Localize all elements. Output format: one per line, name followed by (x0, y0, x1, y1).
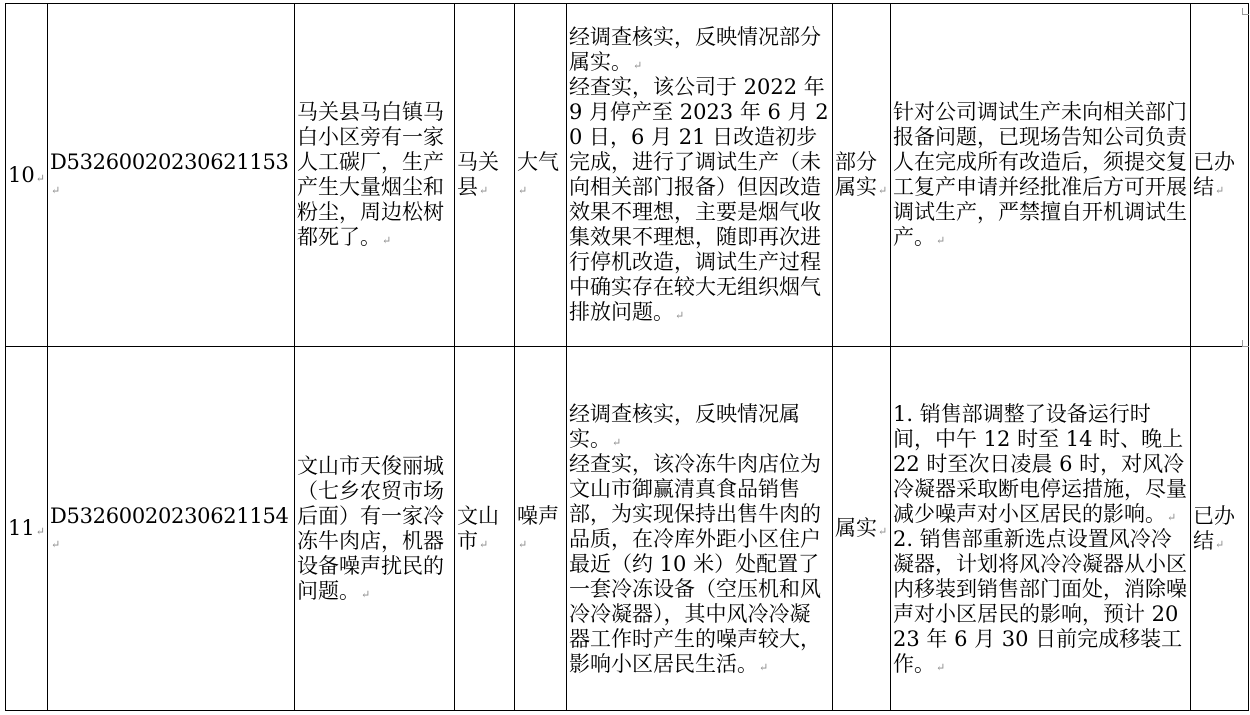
paragraph-mark: ↵ (633, 59, 643, 72)
crop-mark (1242, 340, 1249, 347)
status: 已办结↵ (1191, 347, 1249, 711)
handling-paragraph: 1. 销售部调整了设备运行时间，中午 12 时至 14 时、晚上 22 时至次日凌晨 6 时，对风冷冷凝器采取断电停运措施，尽量减少噪声对小区居民的影响。↵ (893, 402, 1187, 526)
paragraph-mark: ↵ (936, 234, 946, 247)
paragraph-mark: ↵ (51, 537, 60, 551)
pollution-type: 大气↵ (515, 4, 567, 347)
paragraph-mark: ↵ (382, 234, 392, 247)
complaint-table (5, 3, 1249, 711)
complaint-content: 马关县马白镇马白小区旁有一家人工碳厂，生产产生大量烟尘和粉尘，周边松树都死了。↵ (295, 4, 455, 347)
verdict: 属实↵ (833, 347, 891, 711)
paragraph-mark: ↵ (35, 525, 45, 538)
paragraph-mark: ↵ (35, 171, 45, 185)
pollution-type: 噪声↵ (515, 347, 567, 711)
handling-measures (891, 347, 1191, 711)
paragraph-mark: ↵ (1215, 537, 1225, 551)
case-code: D53260020230621153↵ (48, 4, 295, 347)
paragraph-mark: ↵ (479, 537, 489, 551)
county: 文山市↵ (455, 347, 515, 711)
handling-paragraph: 针对公司调试生产未向相关部门报备问题，已现场告知公司负责人在完成所有改造后，须提交复工复产申请并经批准后方可开展调试生产，严禁擅自开机调试生产。↵ (893, 100, 1187, 249)
row-number: 11↵ (6, 347, 48, 711)
investigation-paragraph: 经调查核实，反映情况部分属实。↵ (569, 25, 821, 74)
paragraph-mark: ↵ (361, 587, 371, 601)
paragraph-mark: ↵ (1215, 184, 1225, 197)
crop-mark (1242, 8, 1249, 15)
complaint-content: 文山市天俊丽城（七乡农贸市场后面）有一家冷冻牛肉店，机器设备噪声扰民的问题。↵ (295, 347, 455, 711)
row-number: 10↵ (6, 4, 48, 347)
investigation-paragraph: 经调查核实，反映情况属实。↵ (569, 402, 800, 451)
paragraph-mark: ↵ (878, 184, 888, 197)
paragraph-mark: ↵ (518, 184, 528, 197)
paragraph-mark: ↵ (878, 525, 888, 538)
paragraph-mark: ↵ (612, 436, 622, 449)
paragraph-mark: ↵ (51, 184, 60, 197)
handling-paragraph: 2. 销售部重新选点设置风冷冷凝器，计划将风冷冷凝器从小区内移装到销售部门面处，消除噪声对小区居民的影响，预计 2023 年 6 月 30 日前完成移装工作。↵ (893, 527, 1187, 676)
table-row (6, 4, 1249, 347)
paragraph-mark: ↵ (936, 661, 946, 674)
paragraph-mark: ↵ (518, 537, 528, 551)
case-code: D53260020230621154↵ (48, 347, 295, 711)
investigation-paragraph: 经查实，该公司于 2022 年 9 月停产至 2023 年 6 月 20 日，6 月 21 日改造初步完成，进行了调试生产（未向相关部门报备）但因改造效果不理想，主要是烟气收集效果不理想，随即再次进行停机改造，调试生产过程中确实存在较大无组织烟气排放问题。↵ (569, 75, 829, 324)
paragraph-mark: ↵ (1167, 511, 1177, 524)
table-row (6, 347, 1249, 711)
handling-measures (891, 4, 1191, 347)
status: 已办结↵ (1191, 4, 1249, 347)
paragraph-mark: ↵ (675, 309, 685, 322)
verdict: 部分属实↵ (833, 4, 891, 347)
county: 马关县↵ (455, 4, 515, 347)
paragraph-mark: ↵ (479, 184, 489, 197)
investigation-paragraph: 经查实，该冷冻牛肉店位为文山市御赢清真食品销售部，为实现保持出售牛肉的品质，在冷库外距小区住户最近（约 10 米）处配置了一套冷冻设备（空压机和风冷冷凝器），其中风冷冷凝器工作时产生的噪声较大，影响小区居民生活。↵ (569, 452, 821, 676)
investigation-result (567, 347, 833, 711)
investigation-result (567, 4, 833, 347)
paragraph-mark: ↵ (759, 661, 769, 674)
